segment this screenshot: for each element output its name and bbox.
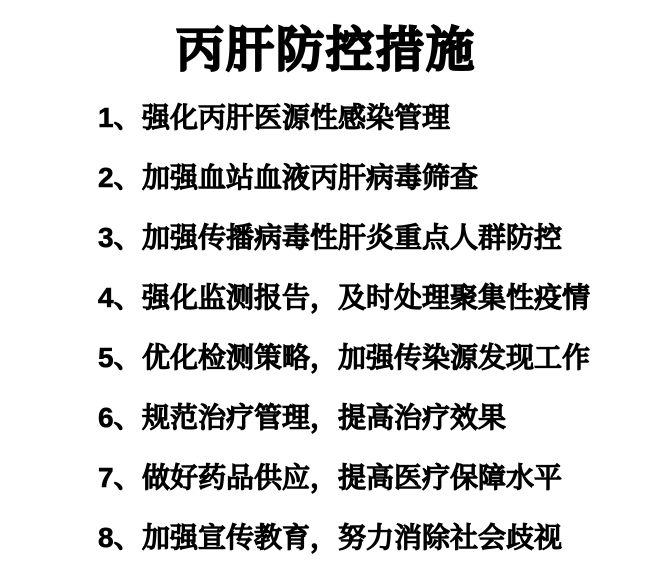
item-text: 优化检测策略，加强传染源发现工作 xyxy=(142,342,591,373)
item-text: 加强宣传教育，努力消除社会歧视 xyxy=(142,522,563,553)
item-number: 1、 xyxy=(98,102,142,133)
list-item xyxy=(98,268,652,328)
item-number: 7、 xyxy=(98,462,142,493)
item-number: 4、 xyxy=(98,282,142,313)
list-item xyxy=(98,88,652,148)
list-item xyxy=(98,328,652,388)
item-number: 2、 xyxy=(98,162,142,193)
list-item xyxy=(98,508,652,568)
item-text: 强化丙肝医源性感染管理 xyxy=(142,102,451,133)
item-number: 5、 xyxy=(98,342,142,373)
item-text: 做好药品供应，提高医疗保障水平 xyxy=(142,462,563,493)
item-number: 8、 xyxy=(98,522,142,553)
item-number: 3、 xyxy=(98,222,142,253)
item-text: 强化监测报告，及时处理聚集性疫情 xyxy=(142,282,591,313)
page-title: 丙肝防控措施 xyxy=(175,24,476,77)
item-text: 加强血站血液丙肝病毒筛查 xyxy=(142,162,479,193)
item-text: 加强传播病毒性肝炎重点人群防控 xyxy=(142,222,563,253)
measures-list xyxy=(0,88,652,568)
list-item xyxy=(98,208,652,268)
list-item xyxy=(98,388,652,448)
list-item xyxy=(98,148,652,208)
item-text: 规范治疗管理，提高治疗效果 xyxy=(142,402,507,433)
list-item xyxy=(98,448,652,508)
item-number: 6、 xyxy=(98,402,142,433)
